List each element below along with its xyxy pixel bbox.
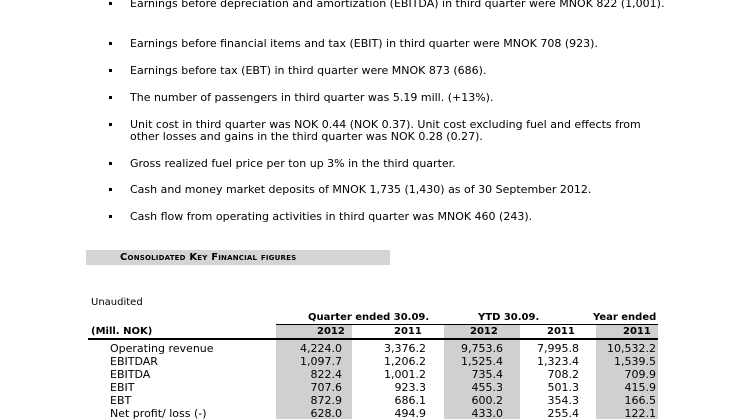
header-divider	[276, 324, 658, 325]
cell: 708.2	[547, 368, 579, 381]
cell: 1,539.5	[614, 355, 656, 368]
bullet-icon	[109, 96, 112, 99]
bullet-text: Cash flow from operating activities in third quarter was MNOK 460 (243).	[130, 210, 533, 223]
cell: 4,224.0	[300, 342, 342, 355]
table-row	[0, 356, 746, 367]
cell: 7,995.8	[537, 342, 579, 355]
cell: 1,323.4	[537, 355, 579, 368]
year-header-ytd-2011: 2011	[547, 326, 575, 337]
cell: 255.4	[547, 407, 579, 420]
cell: 709.9	[624, 368, 656, 381]
bullet-icon	[109, 2, 112, 5]
bullet-icon	[109, 162, 112, 165]
bullet-text: Cash and money market deposits of MNOK 1,735 (1,430) as of 30 September 2012.	[130, 183, 592, 196]
header-quarter-ended: Quarter ended 30.09.	[308, 312, 430, 323]
year-header-q3-2012: 2012	[317, 326, 345, 337]
row-label: EBIT	[110, 381, 135, 394]
unit-label: (Mill. NOK)	[91, 326, 153, 337]
table-header-rule	[88, 338, 658, 340]
row-label: Operating revenue	[110, 342, 214, 355]
bullet-text: Earnings before financial items and tax (EBIT) in third quarter were MNOK 708 (923).	[130, 37, 598, 50]
year-header-year-2011: 2011	[623, 326, 651, 337]
cell: 166.5	[624, 394, 656, 407]
cell: 822.4	[310, 368, 342, 381]
bullet-text: Earnings before tax (EBT) in third quarter were MNOK 873 (686).	[130, 64, 487, 77]
section-heading	[86, 250, 390, 265]
cell: 433.0	[471, 407, 503, 420]
cell: 3,376.2	[384, 342, 426, 355]
bullet-icon	[109, 42, 112, 45]
unaudited-note: Unaudited	[91, 297, 143, 308]
cell: 1,206.2	[384, 355, 426, 368]
cell: 735.4	[471, 368, 503, 381]
row-label: EBT	[110, 394, 132, 407]
bullet-icon	[109, 123, 112, 126]
table-row	[0, 369, 746, 380]
table-row	[0, 395, 746, 406]
bullet-text: The number of passengers in third quarter was 5.19 mill. (+13%).	[130, 91, 494, 104]
year-header-ytd-2012: 2012	[470, 326, 498, 337]
bullet-text: Unit cost in third quarter was NOK 0.44 (NOK 0.37). Unit cost excluding fuel and effects from other losses and gains in the third quarter was NOK 0.28 (0.27).	[130, 118, 641, 143]
cell: 415.9	[624, 381, 656, 394]
row-label: EBITDAR	[110, 355, 158, 368]
row-label: Net profit/ loss (-)	[110, 407, 207, 420]
table-row	[0, 382, 746, 393]
cell: 628.0	[310, 407, 342, 420]
cell: 9,753.6	[461, 342, 503, 355]
cell: 1,525.4	[461, 355, 503, 368]
cell: 354.3	[547, 394, 579, 407]
cell: 10,532.2	[607, 342, 656, 355]
cell: 686.1	[394, 394, 426, 407]
cell: 1,001.2	[384, 368, 426, 381]
header-year-ended: Year ended	[593, 312, 657, 323]
cell: 1,097.7	[300, 355, 342, 368]
cell: 501.3	[547, 381, 579, 394]
bullet-icon	[109, 215, 112, 218]
cell: 707.6	[310, 381, 342, 394]
cell: 923.3	[394, 381, 426, 394]
bullet-text: Earnings before depreciation and amortization (EBITDA) in third quarter were MNOK 822 (1,001).	[130, 0, 665, 10]
table-row	[0, 343, 746, 354]
cell: 600.2	[471, 394, 503, 407]
bullet-icon	[109, 69, 112, 72]
cell: 494.9	[394, 407, 426, 420]
cell: 122.1	[624, 407, 656, 420]
cell: 872.9	[310, 394, 342, 407]
cell: 455.3	[471, 381, 503, 394]
row-label: EBITDA	[110, 368, 151, 381]
year-header-q3-2011: 2011	[394, 326, 422, 337]
bullet-icon	[109, 188, 112, 191]
header-ytd: YTD 30.09.	[478, 312, 540, 323]
bullet-text: Gross realized fuel price per ton up 3% in the third quarter.	[130, 157, 456, 170]
table-row	[0, 408, 746, 419]
section-title-text: Consolidated Key Financial figures	[120, 252, 297, 263]
